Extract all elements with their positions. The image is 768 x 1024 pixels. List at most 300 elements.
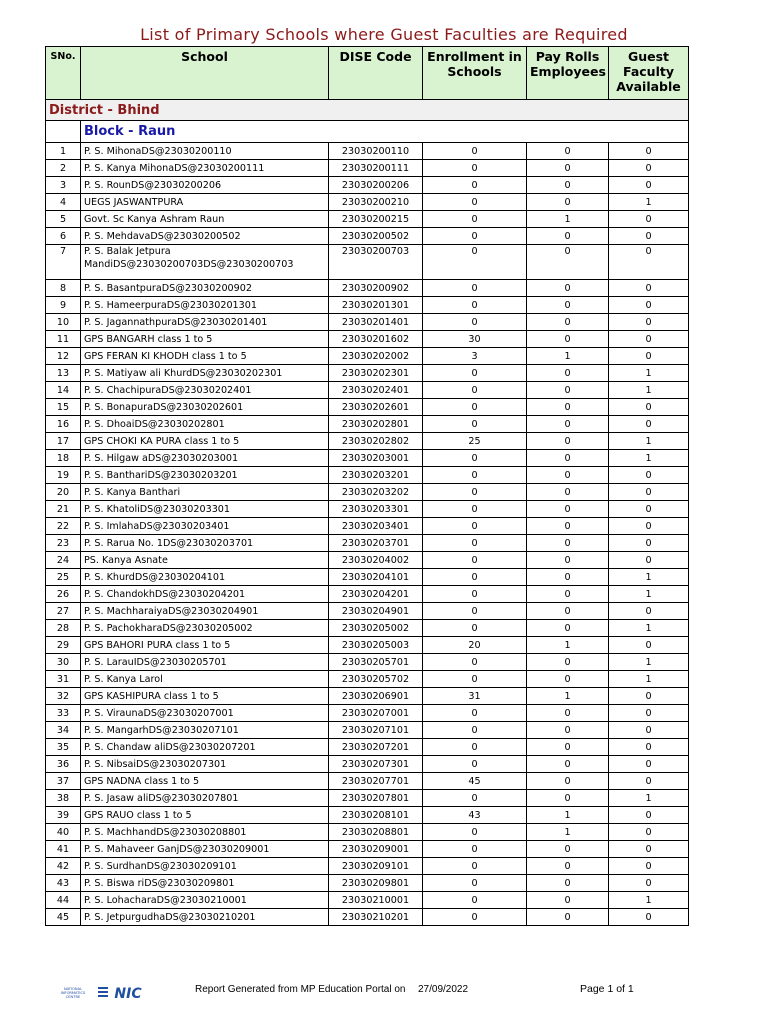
cell-sno: 40 <box>46 824 81 841</box>
table-row <box>46 194 689 211</box>
cell-enrollment: 0 <box>423 586 527 603</box>
table-row <box>46 467 689 484</box>
cell-payroll: 0 <box>527 773 609 790</box>
cell-enrollment: 0 <box>423 143 527 160</box>
page-number: Page 1 of 1 <box>580 983 634 995</box>
cell-dise: 23030200210 <box>329 194 423 211</box>
cell-school: P. S. PachokharaDS@23030205002 <box>81 620 329 637</box>
cell-sno: 18 <box>46 450 81 467</box>
report-date: 27/09/2022 <box>418 984 469 995</box>
cell-enrollment: 0 <box>423 365 527 382</box>
cell-payroll: 0 <box>527 603 609 620</box>
cell-dise: 23030203001 <box>329 450 423 467</box>
cell-enrollment: 0 <box>423 705 527 722</box>
cell-enrollment: 0 <box>423 484 527 501</box>
cell-dise: 23030207201 <box>329 739 423 756</box>
cell-school: P. S. BasantpuraDS@23030200902 <box>81 280 329 297</box>
cell-school: GPS RAUO class 1 to 5 <box>81 807 329 824</box>
cell-enrollment: 0 <box>423 875 527 892</box>
cell-guest: 0 <box>609 399 689 416</box>
cell-enrollment: 0 <box>423 620 527 637</box>
cell-enrollment: 0 <box>423 603 527 620</box>
cell-sno: 35 <box>46 739 81 756</box>
cell-payroll: 0 <box>527 194 609 211</box>
header-school: School <box>81 47 329 100</box>
cell-school: P. S. HameerpuraDS@23030201301 <box>81 297 329 314</box>
cell-payroll: 0 <box>527 909 609 926</box>
cell-sno: 12 <box>46 348 81 365</box>
table-row <box>46 314 689 331</box>
cell-payroll: 0 <box>527 790 609 807</box>
cell-sno: 17 <box>46 433 81 450</box>
cell-payroll: 0 <box>527 280 609 297</box>
cell-payroll: 0 <box>527 518 609 535</box>
cell-dise: 23030208801 <box>329 824 423 841</box>
cell-sno: 10 <box>46 314 81 331</box>
svg-text:NATIONAL: NATIONAL <box>63 987 83 991</box>
cell-payroll: 1 <box>527 807 609 824</box>
cell-dise: 23030204101 <box>329 569 423 586</box>
cell-dise: 23030209801 <box>329 875 423 892</box>
cell-dise: 23030207701 <box>329 773 423 790</box>
cell-enrollment: 0 <box>423 382 527 399</box>
page-title: List of Primary Schools where Guest Faculties are Required <box>140 25 628 44</box>
cell-guest: 1 <box>609 450 689 467</box>
cell-sno: 37 <box>46 773 81 790</box>
cell-enrollment: 0 <box>423 211 527 228</box>
cell-enrollment: 0 <box>423 501 527 518</box>
cell-enrollment: 0 <box>423 909 527 926</box>
cell-enrollment: 3 <box>423 348 527 365</box>
table-row <box>46 433 689 450</box>
cell-dise: 23030203401 <box>329 518 423 535</box>
cell-enrollment: 0 <box>423 416 527 433</box>
cell-payroll: 0 <box>527 245 609 280</box>
cell-payroll: 1 <box>527 211 609 228</box>
cell-dise: 23030205002 <box>329 620 423 637</box>
cell-payroll: 0 <box>527 177 609 194</box>
table-row <box>46 807 689 824</box>
cell-payroll: 0 <box>527 552 609 569</box>
cell-school: P. S. LarauIDS@23030205701 <box>81 654 329 671</box>
cell-dise: 23030202301 <box>329 365 423 382</box>
cell-sno: 6 <box>46 228 81 245</box>
cell-enrollment: 0 <box>423 858 527 875</box>
cell-guest: 0 <box>609 245 689 280</box>
table-row <box>46 416 689 433</box>
cell-guest: 0 <box>609 331 689 348</box>
cell-guest: 1 <box>609 433 689 450</box>
schools-table <box>45 46 689 926</box>
table-row <box>46 909 689 926</box>
cell-sno: 15 <box>46 399 81 416</box>
cell-enrollment: 25 <box>423 433 527 450</box>
table-row <box>46 654 689 671</box>
cell-school: GPS BAHORI PURA class 1 to 5 <box>81 637 329 654</box>
cell-school: GPS FERAN KI KHODH class 1 to 5 <box>81 348 329 365</box>
cell-dise: 23030208101 <box>329 807 423 824</box>
cell-sno: 19 <box>46 467 81 484</box>
cell-guest: 0 <box>609 722 689 739</box>
cell-enrollment: 20 <box>423 637 527 654</box>
cell-guest: 1 <box>609 671 689 688</box>
cell-dise: 23030202801 <box>329 416 423 433</box>
cell-guest: 0 <box>609 518 689 535</box>
cell-sno: 4 <box>46 194 81 211</box>
cell-school: P. S. BanthariDS@23030203201 <box>81 467 329 484</box>
cell-enrollment: 30 <box>423 331 527 348</box>
cell-enrollment: 0 <box>423 194 527 211</box>
cell-payroll: 0 <box>527 535 609 552</box>
cell-guest: 0 <box>609 552 689 569</box>
cell-guest: 0 <box>609 739 689 756</box>
table-row <box>46 450 689 467</box>
cell-enrollment: 0 <box>423 552 527 569</box>
table-row <box>46 892 689 909</box>
table-row <box>46 790 689 807</box>
cell-guest: 1 <box>609 654 689 671</box>
cell-sno: 39 <box>46 807 81 824</box>
table-row <box>46 399 689 416</box>
svg-text:INFORMATICS: INFORMATICS <box>60 991 86 995</box>
cell-sno: 30 <box>46 654 81 671</box>
cell-payroll: 0 <box>527 143 609 160</box>
cell-sno: 27 <box>46 603 81 620</box>
table-row <box>46 586 689 603</box>
cell-payroll: 0 <box>527 382 609 399</box>
cell-school: P. S. Kanya Larol <box>81 671 329 688</box>
cell-school: GPS NADNA class 1 to 5 <box>81 773 329 790</box>
table-row <box>46 722 689 739</box>
cell-school: GPS CHOKI KA PURA class 1 to 5 <box>81 433 329 450</box>
cell-school: P. S. MachhandDS@23030208801 <box>81 824 329 841</box>
cell-enrollment: 0 <box>423 160 527 177</box>
cell-sno: 2 <box>46 160 81 177</box>
cell-dise: 23030200902 <box>329 280 423 297</box>
cell-sno: 11 <box>46 331 81 348</box>
cell-sno: 45 <box>46 909 81 926</box>
cell-dise: 23030200110 <box>329 143 423 160</box>
cell-sno: 28 <box>46 620 81 637</box>
cell-payroll: 1 <box>527 637 609 654</box>
cell-guest: 1 <box>609 569 689 586</box>
cell-enrollment: 43 <box>423 807 527 824</box>
cell-school: P. S. DhoaiDS@23030202801 <box>81 416 329 433</box>
cell-school: P. S. KhurdDS@23030204101 <box>81 569 329 586</box>
cell-dise: 23030210201 <box>329 909 423 926</box>
table-row <box>46 348 689 365</box>
cell-enrollment: 31 <box>423 688 527 705</box>
table-row <box>46 177 689 194</box>
cell-school: UEGS JASWANTPURA <box>81 194 329 211</box>
cell-dise: 23030203201 <box>329 467 423 484</box>
table-row <box>46 365 689 382</box>
cell-school: GPS KASHIPURA class 1 to 5 <box>81 688 329 705</box>
cell-payroll: 0 <box>527 331 609 348</box>
cell-guest: 0 <box>609 824 689 841</box>
cell-school: P. S. MangarhDS@23030207101 <box>81 722 329 739</box>
svg-text:NIC: NIC <box>114 986 142 1002</box>
table-row <box>46 331 689 348</box>
district-label: District - Bhind <box>46 100 689 121</box>
cell-guest: 0 <box>609 314 689 331</box>
cell-payroll: 1 <box>527 688 609 705</box>
cell-guest: 0 <box>609 637 689 654</box>
table-row <box>46 773 689 790</box>
cell-school: P. S. Matiyaw ali KhurdDS@23030202301 <box>81 365 329 382</box>
cell-sno: 44 <box>46 892 81 909</box>
cell-payroll: 0 <box>527 586 609 603</box>
header-sno: SNo. <box>46 47 81 100</box>
cell-school: P. S. Kanya Banthari <box>81 484 329 501</box>
cell-school: P. S. MehdavaDS@23030200502 <box>81 228 329 245</box>
cell-payroll: 0 <box>527 433 609 450</box>
cell-school: P. S. ChandokhDS@23030204201 <box>81 586 329 603</box>
cell-dise: 23030201602 <box>329 331 423 348</box>
cell-payroll: 0 <box>527 756 609 773</box>
cell-payroll: 0 <box>527 484 609 501</box>
block-spacer <box>46 121 81 143</box>
table-row <box>46 501 689 518</box>
cell-guest: 0 <box>609 177 689 194</box>
cell-enrollment: 0 <box>423 177 527 194</box>
table-row <box>46 841 689 858</box>
cell-dise: 23030203202 <box>329 484 423 501</box>
block-label: Block - Raun <box>81 121 689 143</box>
cell-sno: 13 <box>46 365 81 382</box>
cell-sno: 43 <box>46 875 81 892</box>
cell-payroll: 0 <box>527 858 609 875</box>
cell-dise: 23030200111 <box>329 160 423 177</box>
cell-sno: 42 <box>46 858 81 875</box>
cell-guest: 0 <box>609 858 689 875</box>
table-row <box>46 211 689 228</box>
table-row <box>46 518 689 535</box>
cell-sno: 41 <box>46 841 81 858</box>
table-row <box>46 603 689 620</box>
cell-school: P. S. Biswa riDS@23030209801 <box>81 875 329 892</box>
header-enrollment: Enrollment in Schools <box>423 47 527 100</box>
table-row <box>46 552 689 569</box>
cell-payroll: 0 <box>527 841 609 858</box>
table-row <box>46 245 689 280</box>
cell-sno: 16 <box>46 416 81 433</box>
cell-dise: 23030206901 <box>329 688 423 705</box>
cell-enrollment: 0 <box>423 892 527 909</box>
cell-guest: 1 <box>609 620 689 637</box>
cell-enrollment: 0 <box>423 671 527 688</box>
cell-enrollment: 0 <box>423 297 527 314</box>
cell-enrollment: 0 <box>423 790 527 807</box>
cell-dise: 23030203701 <box>329 535 423 552</box>
cell-sno: 29 <box>46 637 81 654</box>
cell-enrollment: 0 <box>423 518 527 535</box>
cell-guest: 0 <box>609 348 689 365</box>
table-row <box>46 637 689 654</box>
cell-enrollment: 0 <box>423 722 527 739</box>
cell-sno: 8 <box>46 280 81 297</box>
cell-sno: 33 <box>46 705 81 722</box>
cell-school: P. S. Mahaveer GanjDS@23030209001 <box>81 841 329 858</box>
cell-sno: 20 <box>46 484 81 501</box>
cell-dise: 23030202601 <box>329 399 423 416</box>
cell-school: P. S. Rarua No. 1DS@23030203701 <box>81 535 329 552</box>
cell-enrollment: 0 <box>423 824 527 841</box>
table-header-row <box>46 47 689 100</box>
cell-sno: 1 <box>46 143 81 160</box>
cell-dise: 23030200215 <box>329 211 423 228</box>
table-row <box>46 620 689 637</box>
cell-guest: 0 <box>609 467 689 484</box>
table-row <box>46 858 689 875</box>
cell-enrollment: 0 <box>423 228 527 245</box>
cell-payroll: 0 <box>527 467 609 484</box>
cell-school: P. S. MachharaiyaDS@23030204901 <box>81 603 329 620</box>
cell-payroll: 0 <box>527 314 609 331</box>
cell-guest: 0 <box>609 160 689 177</box>
table-row <box>46 160 689 177</box>
cell-enrollment: 0 <box>423 280 527 297</box>
cell-school: P. S. RounDS@23030200206 <box>81 177 329 194</box>
cell-payroll: 0 <box>527 892 609 909</box>
nic-logo <box>50 982 150 1002</box>
cell-guest: 1 <box>609 194 689 211</box>
cell-school: P. S. ViraunaDS@23030207001 <box>81 705 329 722</box>
table-row <box>46 705 689 722</box>
report-generated-text: Report Generated from MP Education Portal on <box>195 984 406 995</box>
cell-payroll: 0 <box>527 722 609 739</box>
cell-guest: 0 <box>609 297 689 314</box>
cell-payroll: 0 <box>527 228 609 245</box>
cell-guest: 0 <box>609 705 689 722</box>
cell-sno: 3 <box>46 177 81 194</box>
cell-guest: 0 <box>609 501 689 518</box>
cell-enrollment: 0 <box>423 399 527 416</box>
cell-dise: 23030209001 <box>329 841 423 858</box>
cell-sno: 34 <box>46 722 81 739</box>
cell-dise: 23030207001 <box>329 705 423 722</box>
cell-guest: 0 <box>609 756 689 773</box>
cell-school: P. S. ImlahaDS@23030203401 <box>81 518 329 535</box>
cell-school: P. S. JetpurgudhaDS@23030210201 <box>81 909 329 926</box>
cell-dise: 23030205003 <box>329 637 423 654</box>
header-guest: Guest Faculty Available <box>609 47 689 100</box>
cell-school: GPS BANGARH class 1 to 5 <box>81 331 329 348</box>
cell-payroll: 1 <box>527 348 609 365</box>
cell-dise: 23030210001 <box>329 892 423 909</box>
cell-guest: 0 <box>609 773 689 790</box>
cell-school: P. S. ChachipuraDS@23030202401 <box>81 382 329 399</box>
cell-dise: 23030204201 <box>329 586 423 603</box>
cell-guest: 0 <box>609 416 689 433</box>
cell-school: P. S. KhatoliDS@23030203301 <box>81 501 329 518</box>
table-row <box>46 484 689 501</box>
block-row <box>46 121 689 143</box>
cell-dise: 23030201301 <box>329 297 423 314</box>
cell-school: P. S. NibsaiDS@23030207301 <box>81 756 329 773</box>
cell-dise: 23030205702 <box>329 671 423 688</box>
cell-sno: 32 <box>46 688 81 705</box>
cell-payroll: 0 <box>527 620 609 637</box>
cell-guest: 0 <box>609 280 689 297</box>
cell-guest: 0 <box>609 143 689 160</box>
cell-school: P. S. Chandaw aliDS@23030207201 <box>81 739 329 756</box>
cell-sno: 5 <box>46 211 81 228</box>
cell-enrollment: 45 <box>423 773 527 790</box>
cell-payroll: 0 <box>527 501 609 518</box>
cell-dise: 23030203301 <box>329 501 423 518</box>
table-row <box>46 875 689 892</box>
cell-dise: 23030201401 <box>329 314 423 331</box>
table-row <box>46 688 689 705</box>
cell-guest: 0 <box>609 484 689 501</box>
cell-school: P. S. JagannathpuraDS@23030201401 <box>81 314 329 331</box>
table-row <box>46 535 689 552</box>
cell-enrollment: 0 <box>423 841 527 858</box>
cell-dise: 23030200206 <box>329 177 423 194</box>
header-dise: DISE Code <box>329 47 423 100</box>
svg-text:CENTRE: CENTRE <box>65 995 81 999</box>
cell-sno: 23 <box>46 535 81 552</box>
cell-dise: 23030207801 <box>329 790 423 807</box>
cell-enrollment: 0 <box>423 756 527 773</box>
district-row <box>46 100 689 121</box>
cell-guest: 0 <box>609 535 689 552</box>
cell-dise: 23030202401 <box>329 382 423 399</box>
cell-enrollment: 0 <box>423 569 527 586</box>
cell-guest: 1 <box>609 382 689 399</box>
table-row <box>46 739 689 756</box>
table-row <box>46 756 689 773</box>
cell-sno: 22 <box>46 518 81 535</box>
cell-dise: 23030204901 <box>329 603 423 620</box>
cell-payroll: 0 <box>527 399 609 416</box>
cell-sno: 38 <box>46 790 81 807</box>
table-row <box>46 569 689 586</box>
cell-guest: 1 <box>609 586 689 603</box>
cell-school: P. S. BonapuraDS@23030202601 <box>81 399 329 416</box>
cell-guest: 1 <box>609 892 689 909</box>
cell-guest: 0 <box>609 875 689 892</box>
cell-guest: 1 <box>609 365 689 382</box>
cell-sno: 7 <box>46 245 81 280</box>
cell-school: P. S. Kanya MihonaDS@23030200111 <box>81 160 329 177</box>
cell-dise: 23030207301 <box>329 756 423 773</box>
cell-payroll: 0 <box>527 875 609 892</box>
cell-dise: 23030207101 <box>329 722 423 739</box>
cell-guest: 0 <box>609 228 689 245</box>
cell-payroll: 0 <box>527 416 609 433</box>
cell-dise: 23030205701 <box>329 654 423 671</box>
table-row <box>46 143 689 160</box>
cell-payroll: 0 <box>527 297 609 314</box>
cell-school: P. S. LohacharaDS@23030210001 <box>81 892 329 909</box>
cell-payroll: 0 <box>527 705 609 722</box>
cell-payroll: 0 <box>527 160 609 177</box>
cell-guest: 0 <box>609 841 689 858</box>
cell-enrollment: 0 <box>423 245 527 280</box>
cell-payroll: 0 <box>527 654 609 671</box>
cell-payroll: 0 <box>527 671 609 688</box>
cell-school: Govt. Sc Kanya Ashram Raun <box>81 211 329 228</box>
cell-payroll: 0 <box>527 365 609 382</box>
table-row <box>46 297 689 314</box>
cell-dise: 23030200502 <box>329 228 423 245</box>
cell-guest: 0 <box>609 603 689 620</box>
cell-guest: 0 <box>609 909 689 926</box>
cell-sno: 26 <box>46 586 81 603</box>
cell-guest: 0 <box>609 688 689 705</box>
